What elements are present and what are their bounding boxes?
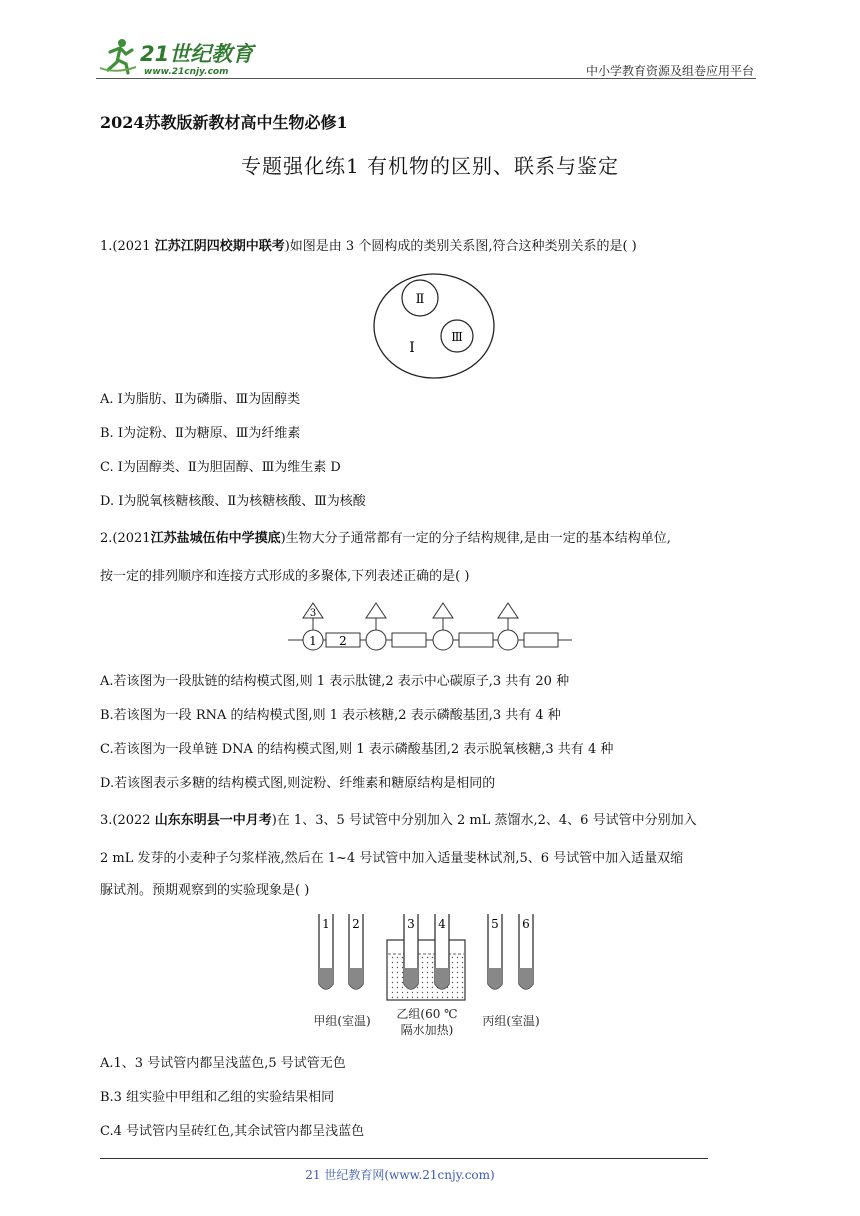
runner-icon — [100, 39, 136, 73]
q1-option-d[interactable]: D. Ⅰ为脱氧核糖核酸、Ⅱ为核糖核酸、Ⅲ为核酸 — [100, 494, 366, 509]
question-2: 2.(2021江苏盐城伍佑中学摸底)生物大分子通常都有一定的分子结构规律,是由一定的基本结构单位, — [100, 531, 671, 546]
q2-option-a[interactable]: A.若该图为一段肽链的结构模式图,则 1 表示肽键,2 表示中心碳原子,3 共有 20 种 — [100, 674, 570, 689]
tube-label-4: 4 — [438, 917, 446, 931]
circle-unit — [498, 630, 518, 650]
tube-label-3: 3 — [407, 917, 415, 931]
footer-divider — [100, 1158, 708, 1159]
triangle-unit — [433, 603, 453, 618]
q1-option-c[interactable]: C. Ⅰ为固醇类、Ⅱ为胆固醇、Ⅲ为维生素 D — [100, 460, 341, 475]
q3-option-c[interactable]: C.4 号试管内呈砖红色,其余试管内都呈浅蓝色 — [100, 1124, 365, 1139]
q2-option-b[interactable]: B.若该图为一段 RNA 的结构模式图,则 1 表示核糖,2 表示磷酸基团,3 共有 4 种 — [100, 708, 561, 723]
tube-label-1: 1 — [322, 917, 330, 931]
group-2-caption-line1: 乙组(60 ℃ — [396, 1007, 458, 1021]
circle-unit — [366, 630, 386, 650]
footer-link[interactable]: 21 世纪教育网(www.21cnjy.com) — [305, 1168, 495, 1182]
rect-unit — [524, 633, 558, 647]
label-3: 3 — [309, 608, 317, 619]
question-1-source: 江苏江阴四校期中联考 — [154, 239, 285, 254]
q2-option-d[interactable]: D.若该图表示多糖的结构模式图,则淀粉、纤维素和糖原结构是相同的 — [100, 776, 496, 791]
q1-option-a[interactable]: A. Ⅰ为脂肪、Ⅱ为磷脂、Ⅲ为固醇类 — [100, 392, 301, 407]
rect-unit — [392, 633, 426, 647]
group-2-caption-line2: 隔水加热) — [400, 1023, 454, 1037]
logo-sub-text: www.21cnjy.com — [144, 67, 229, 77]
page-title: 专题强化练1 有机物的区别、联系与鉴定 — [240, 154, 620, 178]
circle-unit — [433, 630, 453, 650]
group-1-caption: 甲组(室温) — [313, 1014, 371, 1028]
label-2: 2 — [339, 634, 347, 648]
site-logo — [96, 34, 266, 78]
group-3-caption: 丙组(室温) — [482, 1014, 540, 1028]
tube-label-2: 2 — [352, 917, 360, 931]
tube-label-6: 6 — [522, 917, 530, 931]
q3-option-b[interactable]: B.3 组实验中甲组和乙组的实验结果相同 — [100, 1090, 335, 1105]
water-bath-water — [388, 954, 464, 999]
book-title: 2024苏教版新教材高中生物必修1 — [100, 113, 348, 132]
rect-unit — [459, 633, 493, 647]
question-1: 1.(2021 江苏江阴四校期中联考)如图是由 3 个圆构成的类别关系图,符合这种类别关系的是( ) — [100, 239, 637, 254]
test-tube-figure — [305, 910, 555, 1046]
question-3: 3.(2022 山东东明县一中月考)在 1、3、5 号试管中分别加入 2 mL 蒸馏水,2、4、6 号试管中分别加入 — [100, 813, 697, 828]
question-3-source: 山东东明县一中月考 — [154, 813, 272, 828]
question-3-line2: 2 mL 发芽的小麦种子匀浆样液,然后在 1~4 号试管中加入适量斐林试剂,5、6 号试管中加入适量双缩 — [100, 851, 684, 866]
label-1: 1 — [309, 634, 317, 648]
q1-option-b[interactable]: B. Ⅰ为淀粉、Ⅱ为糖原、Ⅲ为纤维素 — [100, 426, 301, 441]
tube-label-5: 5 — [491, 917, 499, 931]
label-c2: Ⅱ — [415, 292, 425, 307]
platform-name: 中小学教育资源及组卷应用平台 — [585, 64, 754, 78]
logo-main-text: 21世纪教育 — [140, 42, 254, 66]
question-1-figure — [370, 268, 500, 384]
label-c3: Ⅲ — [451, 330, 463, 344]
triangle-unit — [498, 603, 518, 618]
question-2-source: 江苏盐城伍佑中学摸底 — [150, 531, 281, 546]
circle-1 — [374, 274, 494, 378]
q2-option-c[interactable]: C.若该图为一段单链 DNA 的结构模式图,则 1 表示磷酸基团,2 表示脱氧核糖,3 共有 4 种 — [100, 742, 614, 757]
label-c1: Ⅰ — [409, 340, 415, 356]
question-2-line2: 按一定的排列顺序和连接方式形成的多聚体,下列表述正确的是( ) — [100, 569, 470, 584]
polymer-figure — [286, 600, 576, 656]
triangle-unit — [366, 603, 386, 618]
question-3-line3: 脲试剂。预期观察到的实验现象是( ) — [100, 883, 310, 898]
header-divider — [96, 78, 756, 79]
q3-option-a[interactable]: A.1、3 号试管内都呈浅蓝色,5 号试管无色 — [100, 1056, 346, 1071]
